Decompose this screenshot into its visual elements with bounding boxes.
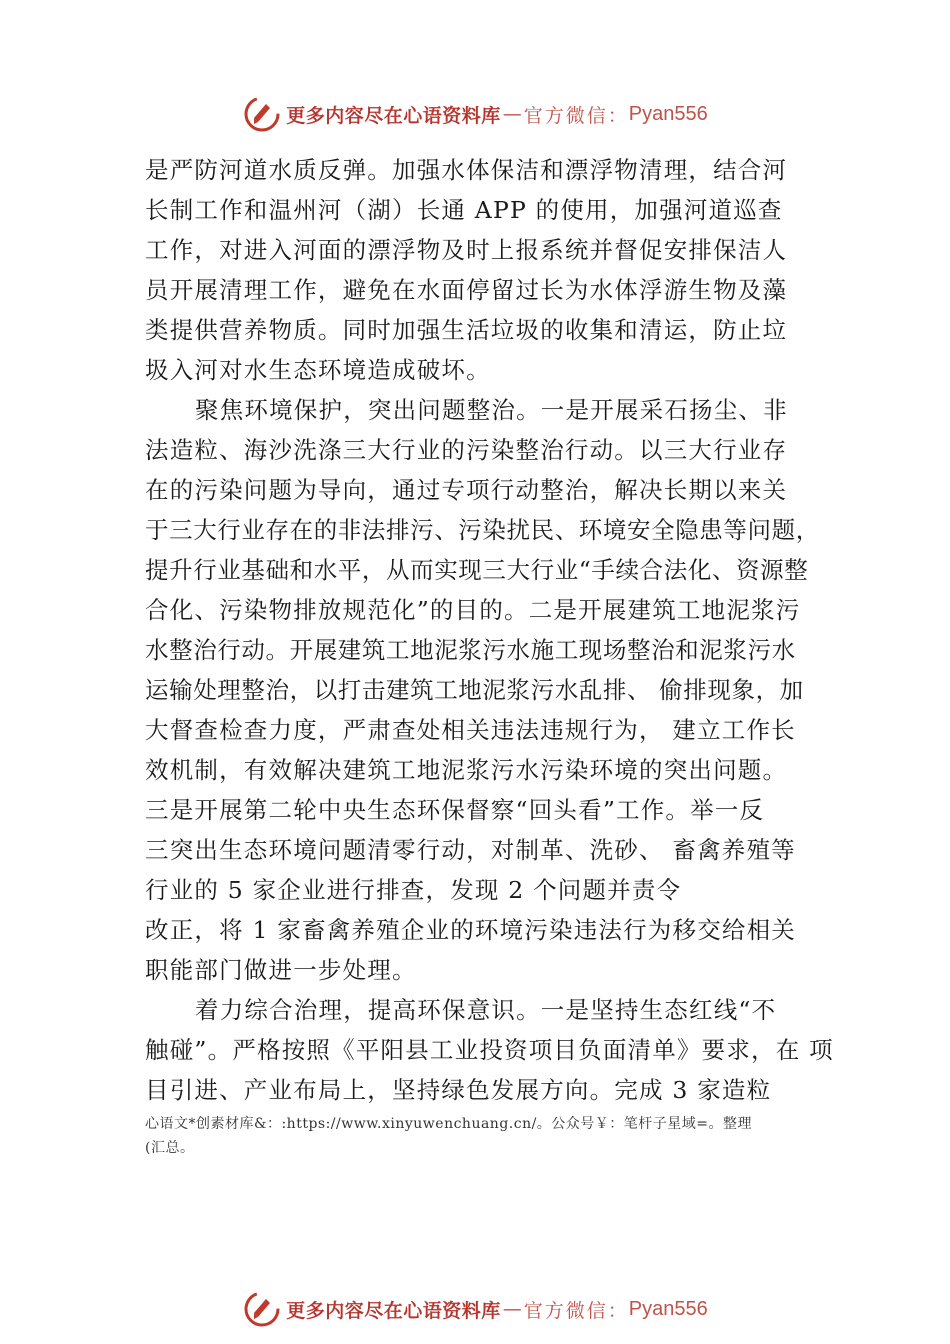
text-line: 三是开展第二轮中央生态环保督察“回头看”工作。举一反 xyxy=(145,796,765,824)
banner-dash: — xyxy=(502,1298,522,1320)
banner-wechat-id: Pyan556 xyxy=(628,102,708,125)
logo-icon xyxy=(242,94,282,134)
banner-wechat-label: 官方微信： xyxy=(523,1299,629,1322)
paragraph-start-line: 聚焦环境保护，突出问题整治。一是开展采石扬尘、非 xyxy=(195,396,788,424)
text-line: 触碰”。严格按照《平阳县工业投资项目负面清单》要求，在 项 xyxy=(145,1036,834,1064)
text-line: 长制工作和温州河（湖）长通 APP 的使用，加强河道巡查 xyxy=(145,196,783,224)
text-line: 水整治行动。开展建筑工地泥浆污水施工现场整治和泥浆污水 xyxy=(145,636,796,664)
bottom-banner xyxy=(0,1287,950,1331)
text-line: 合化、污染物排放规范化”的目的。二是开展建筑工地泥浆污 xyxy=(145,596,801,624)
text-line: 于三大行业存在的非法排污、污染扰民、环境安全隐患等问题， xyxy=(145,516,820,544)
text-line: 运输处理整治，以打击建筑工地泥浆污水乱排、 偷排现象，加 xyxy=(145,676,804,704)
paragraph-start-line: 着力综合治理，提高环保意识。一是坚持生态红线“不 xyxy=(195,996,777,1024)
text-line: 改正，将 1 家畜禽养殖企业的环境污染违法行为移交给相关 xyxy=(145,916,796,944)
banner-title: 更多内容尽在心语资料库 xyxy=(286,104,501,127)
text-line: 是严防河道水质反弹。加强水体保洁和漂浮物清理，结合河 xyxy=(145,156,788,184)
text-line: 类提供营养物质。同时加强生活垃圾的收集和清运，防止垃 xyxy=(145,316,788,344)
top-banner xyxy=(0,92,950,136)
text-line: 圾入河对水生态环境造成破坏。 xyxy=(145,356,491,384)
text-line: 在的污染问题为导向，通过专项行动整治，解决长期以来关 xyxy=(145,476,788,504)
text-line: 工作，对进入河面的漂浮物及时上报系统并督促安排保洁人 xyxy=(145,236,788,264)
text-line: 大督查检查力度，严肃查处相关违法违规行为， 建立工作长 xyxy=(145,716,796,744)
banner-dash: — xyxy=(502,103,522,125)
text-line: 职能部门做进一步处理。 xyxy=(145,956,417,984)
banner-wechat-id: Pyan556 xyxy=(628,1297,708,1320)
text-line: 目引进、产业布局上，坚持绿色发展方向。完成 3 家造粒 xyxy=(145,1076,772,1104)
text-line: 员开展清理工作，避免在水面停留过长为水体浮游生物及藻 xyxy=(145,276,788,304)
banner-wechat-label: 官方微信： xyxy=(523,104,629,127)
logo-icon xyxy=(242,1289,282,1329)
text-line: 行业的 5 家企业进行排查，发现 2 个问题并责令 xyxy=(145,876,682,904)
text-line: 法造粒、海沙洗涤三大行业的污染整治行动。以三大行业存 xyxy=(145,436,788,464)
text-line: 效机制，有效解决建筑工地泥浆污水污染环境的突出问题。 xyxy=(145,756,788,784)
footnote-line: (汇总。 xyxy=(145,1140,195,1156)
text-line: 三突出生态环境问题清零行动，对制革、洗砂、 畜禽养殖等 xyxy=(145,836,796,864)
footnote-line: 心语文*创素材库&：:https://www.xinyuwenchuang.cn/。公众号￥：笔杆子星域=。整理 xyxy=(145,1116,753,1132)
text-line: 提升行业基础和水平，从而实现三大行业“手续合法化、资源整 xyxy=(145,556,809,584)
banner-title: 更多内容尽在心语资料库 xyxy=(286,1299,501,1322)
